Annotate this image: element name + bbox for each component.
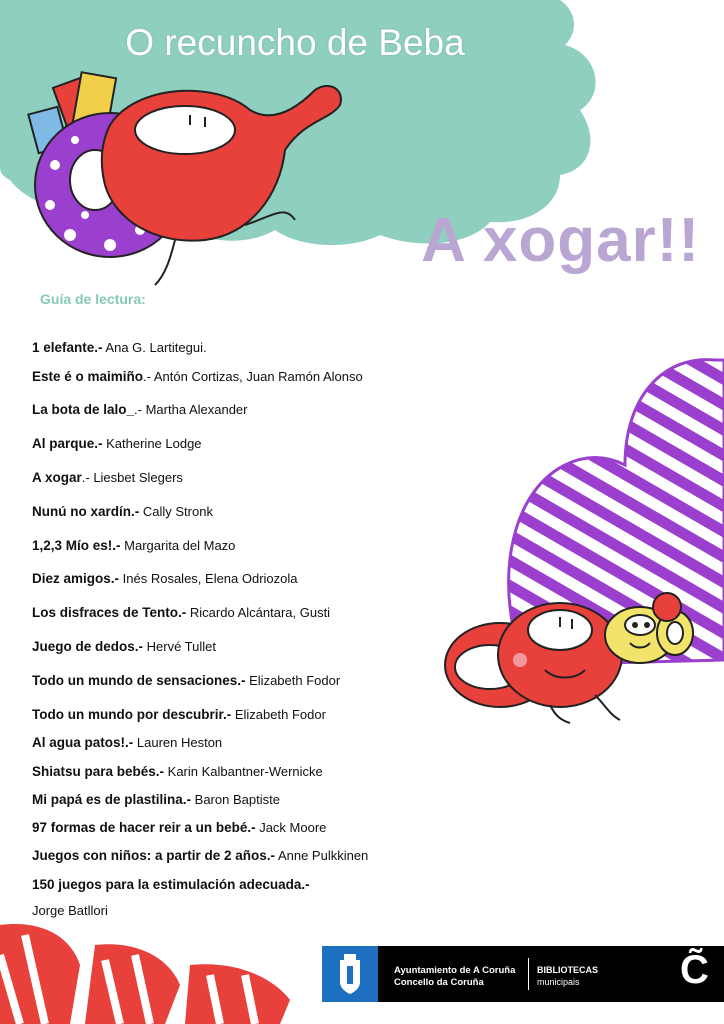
- footer-banner: [322, 946, 724, 1002]
- list-item: Diez amigos.- Inés Rosales, Elena Odriozola: [32, 571, 298, 586]
- page-title: O recuncho de Beba: [125, 22, 465, 63]
- list-item-author-continuation: Jorge Batllori: [32, 903, 108, 918]
- coruna-logo-mark: C̃: [680, 948, 709, 992]
- list-item: 1 elefante.- Ana G. Lartitegui.: [32, 340, 207, 355]
- page-subtitle: A xogar!!: [421, 206, 700, 275]
- list-item: La bota de lalo_.- Martha Alexander: [32, 402, 248, 417]
- coat-of-arms-icon: [322, 946, 378, 1002]
- beba-playing-illustration: [435, 585, 705, 730]
- list-item: Todo un mundo por descubrir.- Elizabeth Fodor: [32, 707, 326, 722]
- list-item: Shiatsu para bebés.- Karin Kalbantner-Wernicke: [32, 764, 323, 779]
- city-name-line2: Concello da Coruña: [394, 977, 484, 988]
- list-item: Juegos con niños: a partir de 2 años.- Anne Pulkkinen: [32, 848, 369, 863]
- list-item: Mi papá es de plastilina.- Baron Baptiste: [32, 792, 280, 807]
- beba-reading-illustration: [15, 65, 365, 295]
- list-item: Todo un mundo de sensaciones.- Elizabeth Fodor: [32, 673, 341, 688]
- list-item: Juego de dedos.- Hervé Tullet: [32, 639, 216, 654]
- list-item: 1,2,3 Mío es!.- Margarita del Mazo: [32, 538, 236, 553]
- list-item: Al agua patos!.- Lauren Heston: [32, 735, 223, 750]
- list-item: Los disfraces de Tento.- Ricardo Alcántara, Gusti: [32, 605, 331, 620]
- list-item: Nunú no xardín.- Cally Stronk: [32, 504, 213, 519]
- list-item: A xogar.- Liesbet Slegers: [32, 470, 183, 485]
- red-stripes-decoration: [0, 915, 330, 1024]
- list-item: 97 formas de hacer reir a un bebé.- Jack Moore: [32, 820, 327, 835]
- footer-divider: [528, 958, 529, 990]
- list-item: Al parque.- Katherine Lodge: [32, 436, 202, 451]
- guide-label: Guía de lectura:: [40, 291, 146, 307]
- library-name-line1: BIBLIOTECAS: [537, 965, 599, 975]
- list-item: 150 juegos para la estimulación adecuada.-: [32, 877, 310, 892]
- city-name-line1: Ayuntamiento de A Coruña: [394, 965, 516, 976]
- library-name-line2: municipais: [537, 977, 580, 987]
- list-item: Este é o maimiño.- Antón Cortizas, Juan Ramón Alonso: [32, 369, 363, 384]
